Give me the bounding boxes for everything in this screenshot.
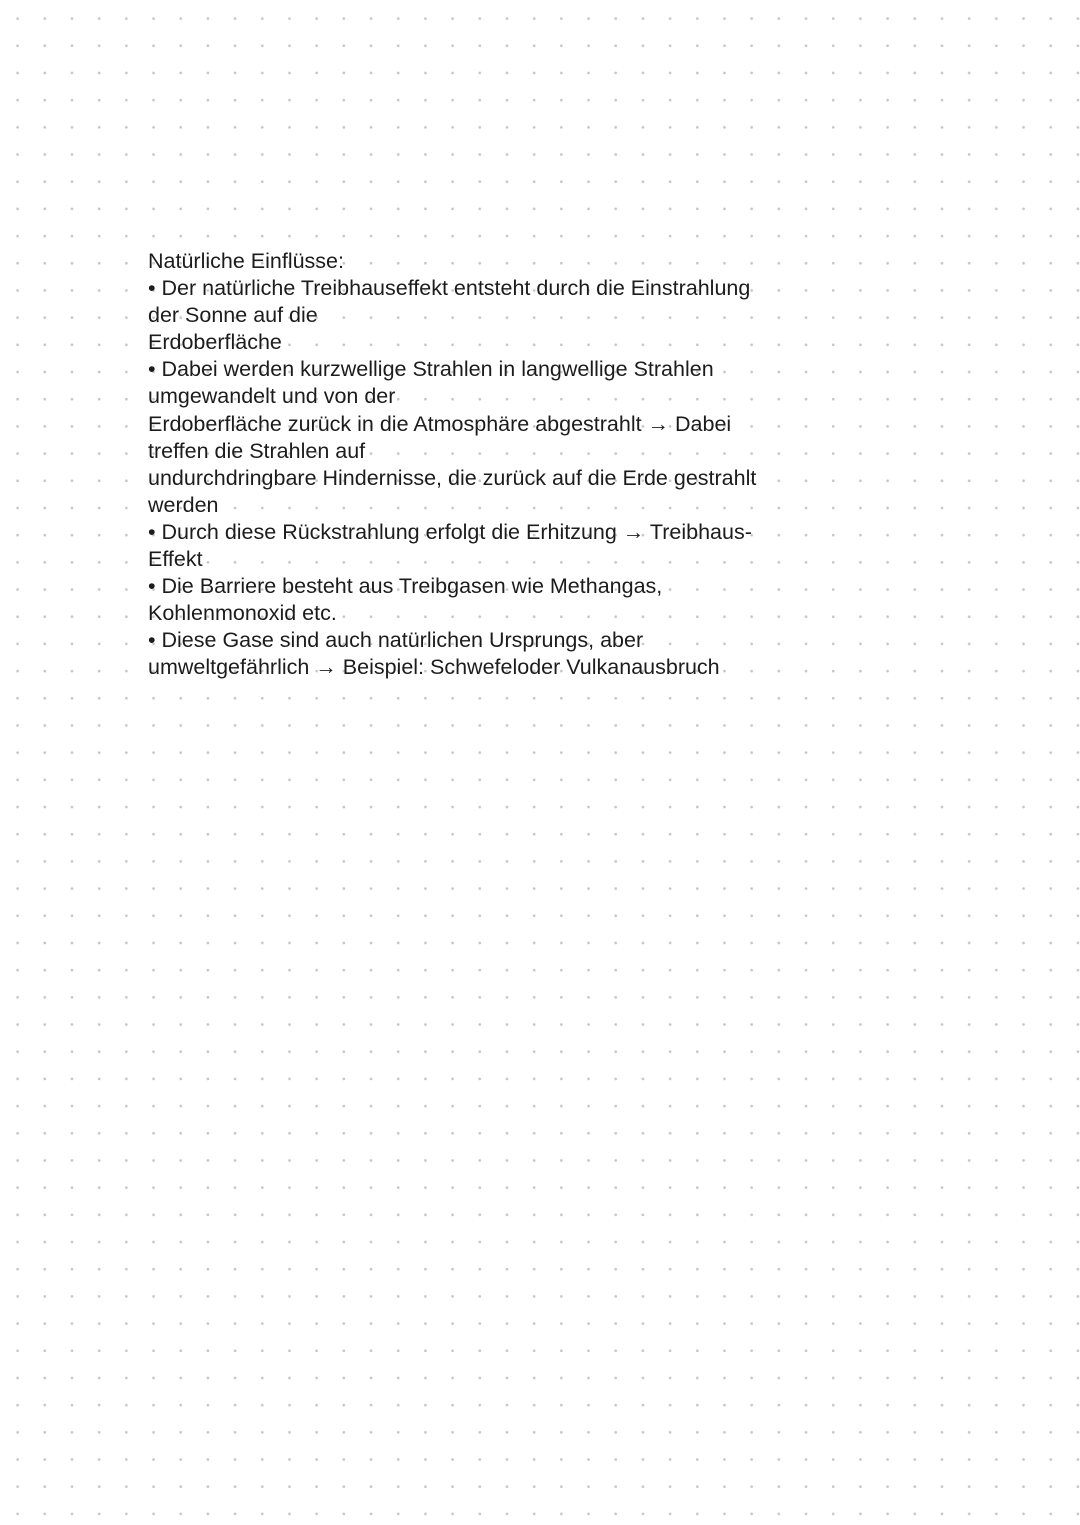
note-line: Effekt (148, 547, 203, 572)
note-line: • Durch diese Rückstrahlung erfolgt die Erhitzung → Treibhaus- (148, 519, 752, 544)
note-line: • Diese Gase sind auch natürlichen Ursprungs, aber (148, 628, 644, 653)
note-line: Kohlenmonoxid etc. (148, 601, 337, 626)
note-line: umgewandelt und von der (148, 384, 396, 409)
note-line: • Der natürliche Treibhauseffekt entsteht durch die Einstrahlung (148, 276, 751, 301)
note-text-block (148, 248, 808, 682)
note-line: undurchdringbare Hindernisse, die zurück auf die Erde gestrahlt (148, 465, 757, 490)
note-line: • Dabei werden kurzwellige Strahlen in langwellige Strahlen (148, 357, 714, 382)
note-line: treffen die Strahlen auf (148, 438, 366, 463)
note-line: der Sonne auf die (148, 303, 318, 328)
note-line: • Die Barriere besteht aus Treibgasen wie Methangas, (148, 574, 663, 599)
note-line: werden (148, 492, 219, 517)
note-heading: Natürliche Einflüsse: (148, 249, 344, 273)
note-line: umweltgefährlich → Beispiel: Schwefeloder Vulkanausbruch (148, 655, 720, 680)
note-line: Erdoberfläche zurück in die Atmosphäre abgestrahlt → Dabei (148, 411, 732, 436)
note-line: Erdoberfläche (148, 330, 282, 355)
